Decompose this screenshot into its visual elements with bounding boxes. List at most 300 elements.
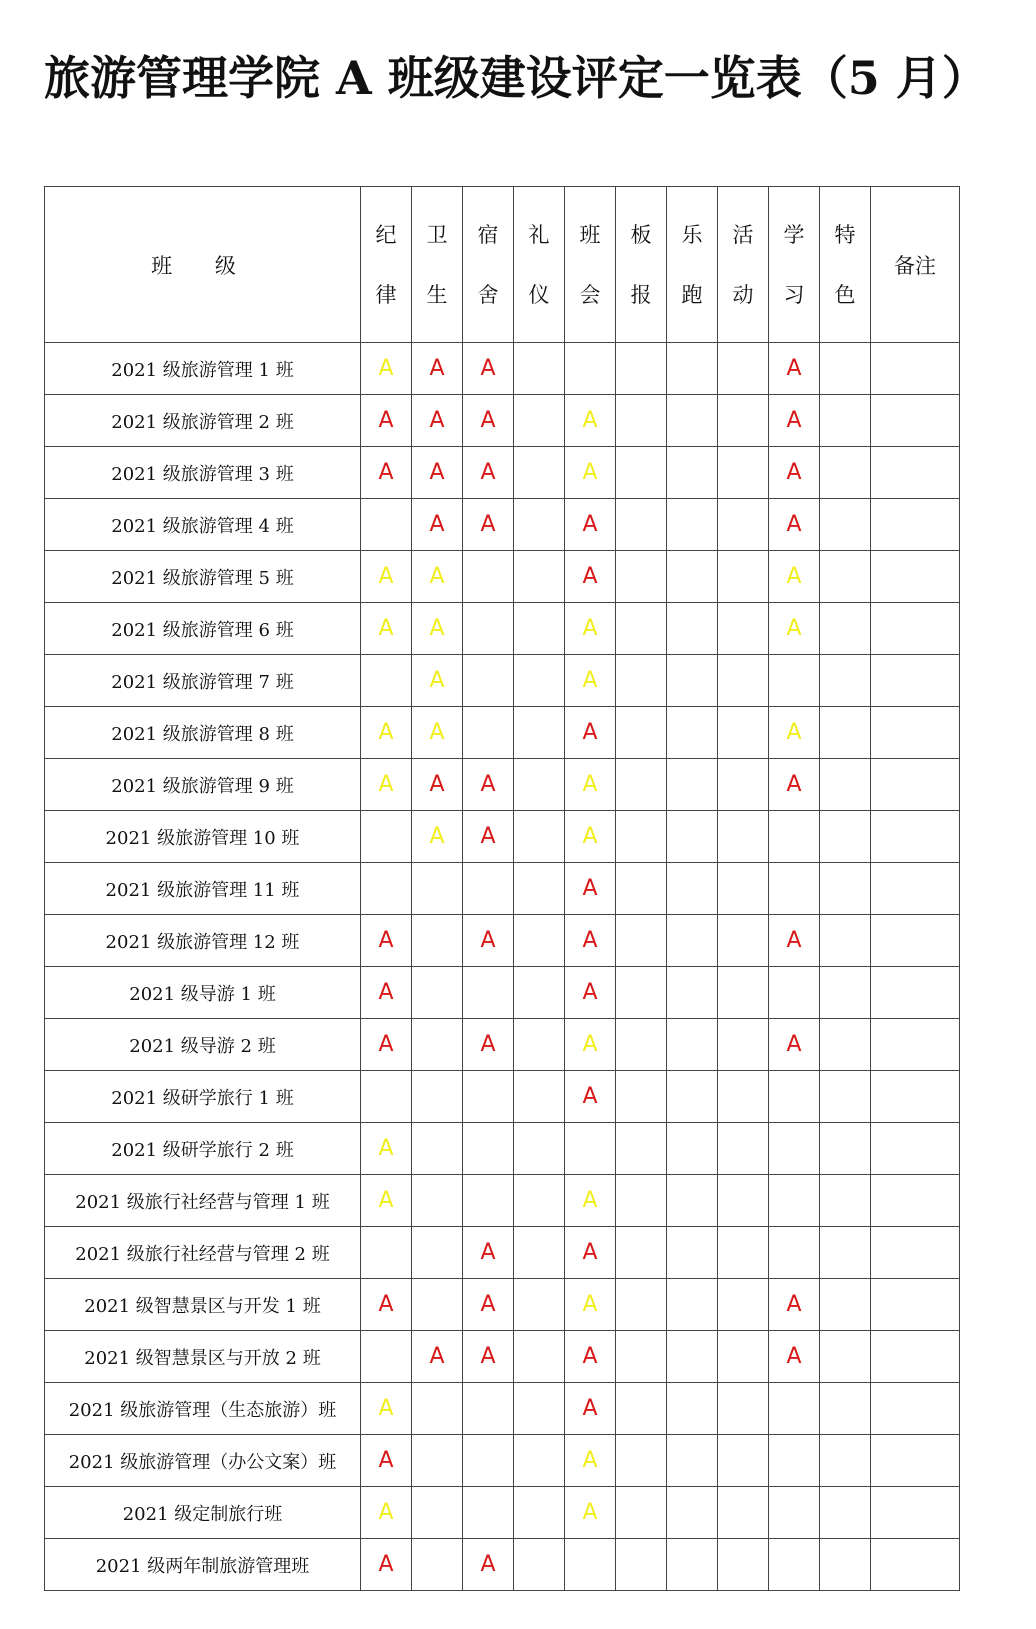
rating-cell [514,1539,565,1591]
note-cell [871,603,960,655]
page-title: 旅游管理学院 A 班级建设评定一览表（5 月） [44,51,988,105]
rating-cell [514,447,565,499]
note-cell [871,343,960,395]
table-row [45,1539,960,1591]
grade-a-mark-red: A [480,928,496,953]
rating-cell [361,447,412,499]
grade-a-mark-red: A [582,1240,598,1265]
grade-a-mark-yellow: A [378,356,394,381]
rating-cell [769,1435,820,1487]
rating-cell [463,1487,514,1539]
rating-cell [361,811,412,863]
rating-cell [463,1175,514,1227]
class-name-cell: 2021 级旅游管理 3 班 [45,447,361,499]
criterion-header [565,187,616,343]
rating-cell [820,655,871,707]
rating-cell [769,915,820,967]
criterion-char-bottom: 动 [732,282,754,307]
grade-a-mark-red: A [582,1344,598,1369]
rating-cell [769,1487,820,1539]
table-row [45,863,960,915]
table-row [45,1487,960,1539]
rating-cell [769,1331,820,1383]
note-cell [871,1227,960,1279]
rating-cell [616,915,667,967]
note-cell [871,1019,960,1071]
criterion-header [616,187,667,343]
rating-cell [412,967,463,1019]
rating-cell [616,1071,667,1123]
grade-a-mark-yellow: A [786,616,802,641]
rating-cell [718,1331,769,1383]
rating-cell [718,967,769,1019]
rating-cell [616,1539,667,1591]
rating-cell [361,1071,412,1123]
table-row [45,1019,960,1071]
rating-cell [718,1487,769,1539]
class-name-cell: 2021 级旅行社经营与管理 2 班 [45,1227,361,1279]
rating-cell [361,967,412,1019]
rating-cell [361,1331,412,1383]
rating-cell [463,499,514,551]
note-cell [871,395,960,447]
grade-a-mark-red: A [378,928,394,953]
grade-a-mark-red: A [429,356,445,381]
rating-cell [667,1123,718,1175]
rating-cell [667,655,718,707]
grade-a-mark-yellow: A [378,1136,394,1161]
grade-a-mark-yellow: A [378,720,394,745]
grade-a-mark-red: A [786,928,802,953]
class-name-cell: 2021 级智慧景区与开放 2 班 [45,1331,361,1383]
criterion-header [514,187,565,343]
table-row [45,1279,960,1331]
grade-a-mark-red: A [582,1084,598,1109]
rating-cell [718,655,769,707]
rating-cell [718,1227,769,1279]
class-name-cell: 2021 级旅游管理 2 班 [45,395,361,447]
rating-cell [616,1227,667,1279]
criterion-char-top: 特 [834,222,856,247]
rating-cell [616,1175,667,1227]
rating-cell [412,1123,463,1175]
rating-cell [514,863,565,915]
table-row [45,655,960,707]
table-row [45,707,960,759]
rating-cell [820,1123,871,1175]
note-cell [871,915,960,967]
class-name-cell: 2021 级定制旅行班 [45,1487,361,1539]
grade-a-mark-red: A [480,1552,496,1577]
grade-a-mark-red: A [582,980,598,1005]
grade-a-mark-red: A [429,408,445,433]
rating-cell [820,1383,871,1435]
rating-cell [565,1487,616,1539]
rating-cell [565,447,616,499]
rating-cell [565,811,616,863]
rating-cell [514,811,565,863]
grade-a-mark-yellow: A [429,564,445,589]
class-name-cell: 2021 级智慧景区与开发 1 班 [45,1279,361,1331]
grade-a-mark-red: A [378,1292,394,1317]
grade-a-mark-yellow: A [378,772,394,797]
grade-a-mark-yellow: A [582,460,598,485]
rating-cell [820,759,871,811]
rating-cell [820,395,871,447]
rating-cell [514,1227,565,1279]
rating-cell [820,603,871,655]
evaluation-table [44,186,960,1591]
rating-cell [718,759,769,811]
rating-cell [718,603,769,655]
rating-cell [667,707,718,759]
rating-cell [820,811,871,863]
class-name-cell: 2021 级研学旅行 1 班 [45,1071,361,1123]
rating-cell [514,395,565,447]
rating-cell [667,967,718,1019]
criterion-char-bottom: 生 [426,282,448,307]
rating-cell [412,863,463,915]
grade-a-mark-red: A [378,1448,394,1473]
rating-cell [769,395,820,447]
rating-cell [667,1435,718,1487]
rating-cell [667,1487,718,1539]
rating-cell [463,863,514,915]
rating-cell [463,551,514,603]
rating-cell [667,395,718,447]
rating-cell [361,1435,412,1487]
rating-cell [514,1331,565,1383]
criterion-char-top: 活 [732,222,754,247]
table-row [45,967,960,1019]
rating-cell [514,1383,565,1435]
rating-cell [514,1279,565,1331]
rating-cell [565,1435,616,1487]
rating-cell [412,1435,463,1487]
rating-cell [667,1227,718,1279]
class-column-header: 班 级 [45,187,361,343]
rating-cell [463,1383,514,1435]
rating-cell [565,499,616,551]
table-row [45,1227,960,1279]
rating-cell [769,1279,820,1331]
rating-cell [463,707,514,759]
class-name-cell: 2021 级旅行社经营与管理 1 班 [45,1175,361,1227]
grade-a-mark-red: A [786,772,802,797]
rating-cell [769,1227,820,1279]
note-cell [871,1175,960,1227]
class-name-cell: 2021 级两年制旅游管理班 [45,1539,361,1591]
grade-a-mark-red: A [582,720,598,745]
rating-cell [667,811,718,863]
grade-a-mark-red: A [480,1344,496,1369]
rating-cell [361,759,412,811]
grade-a-mark-yellow: A [582,1448,598,1473]
grade-a-mark-red: A [480,356,496,381]
rating-cell [616,655,667,707]
rating-cell [514,915,565,967]
rating-cell [412,759,463,811]
note-cell [871,811,960,863]
grade-a-mark-red: A [582,512,598,537]
table-row [45,395,960,447]
rating-cell [463,967,514,1019]
note-cell [871,863,960,915]
table-row [45,1071,960,1123]
criterion-char-bottom: 律 [375,282,397,307]
rating-cell [718,811,769,863]
rating-cell [820,1539,871,1591]
grade-a-mark-red: A [582,928,598,953]
rating-cell [718,499,769,551]
rating-cell [667,1331,718,1383]
rating-cell [361,863,412,915]
grade-a-mark-red: A [786,460,802,485]
table-row [45,447,960,499]
rating-cell [769,551,820,603]
grade-a-mark-red: A [378,1552,394,1577]
grade-a-mark-red: A [480,1032,496,1057]
grade-a-mark-red: A [480,460,496,485]
rating-cell [820,1019,871,1071]
rating-cell [565,1175,616,1227]
rating-cell [514,1175,565,1227]
note-cell [871,967,960,1019]
rating-cell [463,395,514,447]
note-cell [871,759,960,811]
rating-cell [820,967,871,1019]
rating-cell [820,1331,871,1383]
rating-cell [616,395,667,447]
class-name-cell: 2021 级旅游管理 5 班 [45,551,361,603]
note-cell [871,1123,960,1175]
rating-cell [718,863,769,915]
rating-cell [820,1071,871,1123]
table-row [45,811,960,863]
criterion-char-bottom: 色 [834,282,856,307]
criterion-char-top: 学 [783,222,805,247]
rating-cell [361,1279,412,1331]
grade-a-mark-yellow: A [378,564,394,589]
rating-cell [667,759,718,811]
rating-cell [514,967,565,1019]
class-name-cell: 2021 级旅游管理（生态旅游）班 [45,1383,361,1435]
rating-cell [361,915,412,967]
grade-a-mark-yellow: A [582,1188,598,1213]
table-row [45,1331,960,1383]
rating-cell [616,551,667,603]
rating-cell [463,1331,514,1383]
rating-cell [616,343,667,395]
criterion-char-bottom: 报 [630,282,652,307]
class-name-cell: 2021 级旅游管理 8 班 [45,707,361,759]
rating-cell [361,1383,412,1435]
rating-cell [361,1487,412,1539]
grade-a-mark-red: A [429,460,445,485]
criterion-char-top: 乐 [681,222,703,247]
grade-a-mark-yellow: A [582,616,598,641]
grade-a-mark-yellow: A [786,720,802,745]
criterion-header [412,187,463,343]
grade-a-mark-red: A [786,1032,802,1057]
grade-a-mark-red: A [786,1344,802,1369]
rating-cell [820,1279,871,1331]
rating-cell [565,1539,616,1591]
header-row [45,187,960,343]
rating-cell [361,551,412,603]
rating-cell [667,1019,718,1071]
grade-a-mark-yellow: A [582,1292,598,1317]
rating-cell [667,915,718,967]
rating-cell [565,1123,616,1175]
rating-cell [616,1487,667,1539]
rating-cell [616,1019,667,1071]
class-name-cell: 2021 级旅游管理 1 班 [45,343,361,395]
rating-cell [514,1435,565,1487]
class-name-cell: 2021 级研学旅行 2 班 [45,1123,361,1175]
rating-cell [361,1175,412,1227]
rating-cell [412,1279,463,1331]
table-row [45,1435,960,1487]
rating-cell [565,863,616,915]
grade-a-mark-red: A [378,408,394,433]
rating-cell [514,759,565,811]
rating-cell [667,551,718,603]
grade-a-mark-red: A [429,512,445,537]
rating-cell [616,1435,667,1487]
rating-cell [769,1175,820,1227]
rating-cell [412,1383,463,1435]
rating-cell [616,603,667,655]
rating-cell [514,1071,565,1123]
rating-cell [616,811,667,863]
criterion-char-bottom: 会 [579,282,601,307]
grade-a-mark-yellow: A [429,824,445,849]
rating-cell [769,1019,820,1071]
rating-cell [412,343,463,395]
rating-cell [565,1227,616,1279]
rating-cell [667,863,718,915]
note-cell [871,1539,960,1591]
rating-cell [616,863,667,915]
table-row [45,499,960,551]
rating-cell [718,447,769,499]
criterion-char-top: 班 [579,222,601,247]
table-row [45,1383,960,1435]
rating-cell [463,603,514,655]
rating-cell [718,707,769,759]
criterion-char-top: 卫 [426,222,448,247]
class-name-cell: 2021 级旅游管理 4 班 [45,499,361,551]
rating-cell [616,447,667,499]
grade-a-mark-yellow: A [378,1188,394,1213]
criterion-header [718,187,769,343]
rating-cell [463,811,514,863]
rating-cell [412,1019,463,1071]
rating-cell [514,1019,565,1071]
rating-cell [769,343,820,395]
class-name-cell: 2021 级导游 1 班 [45,967,361,1019]
rating-cell [412,499,463,551]
grade-a-mark-red: A [480,1292,496,1317]
rating-cell [769,967,820,1019]
rating-cell [769,655,820,707]
grade-a-mark-yellow: A [582,668,598,693]
grade-a-mark-yellow: A [429,668,445,693]
rating-cell [667,447,718,499]
rating-cell [820,863,871,915]
rating-cell [718,1123,769,1175]
grade-a-mark-red: A [582,1396,598,1421]
grade-a-mark-yellow: A [786,564,802,589]
rating-cell [820,551,871,603]
rating-cell [514,343,565,395]
grade-a-mark-red: A [582,876,598,901]
rating-cell [820,1435,871,1487]
rating-cell [565,1383,616,1435]
rating-cell [463,1123,514,1175]
rating-cell [412,551,463,603]
table-row [45,603,960,655]
rating-cell [463,447,514,499]
rating-cell [565,1071,616,1123]
rating-cell [667,343,718,395]
rating-cell [565,395,616,447]
rating-cell [361,1227,412,1279]
grade-a-mark-red: A [429,772,445,797]
grade-a-mark-yellow: A [582,408,598,433]
rating-cell [412,707,463,759]
grade-a-mark-yellow: A [429,616,445,641]
table-body [45,343,960,1591]
note-cell [871,499,960,551]
rating-cell [718,1383,769,1435]
note-cell [871,1487,960,1539]
rating-cell [769,447,820,499]
criterion-char-bottom: 仪 [528,282,550,307]
criterion-header [769,187,820,343]
rating-cell [769,1071,820,1123]
rating-cell [820,499,871,551]
rating-cell [565,1279,616,1331]
rating-cell [769,1383,820,1435]
rating-cell [361,1019,412,1071]
rating-cell [616,1123,667,1175]
grade-a-mark-red: A [480,824,496,849]
note-column-header: 备注 [871,187,960,343]
class-name-cell: 2021 级旅游管理（办公文案）班 [45,1435,361,1487]
rating-cell [514,499,565,551]
criterion-header [463,187,514,343]
rating-cell [718,343,769,395]
criterion-header [820,187,871,343]
rating-cell [718,551,769,603]
rating-cell [412,1539,463,1591]
class-name-cell: 2021 级旅游管理 7 班 [45,655,361,707]
rating-cell [616,967,667,1019]
rating-cell [514,655,565,707]
rating-cell [412,603,463,655]
grade-a-mark-yellow: A [378,1500,394,1525]
class-name-cell: 2021 级旅游管理 12 班 [45,915,361,967]
grade-a-mark-yellow: A [582,824,598,849]
criterion-header [667,187,718,343]
note-cell [871,1383,960,1435]
table-row [45,1123,960,1175]
grade-a-mark-yellow: A [582,1032,598,1057]
rating-cell [412,1331,463,1383]
rating-cell [463,1435,514,1487]
